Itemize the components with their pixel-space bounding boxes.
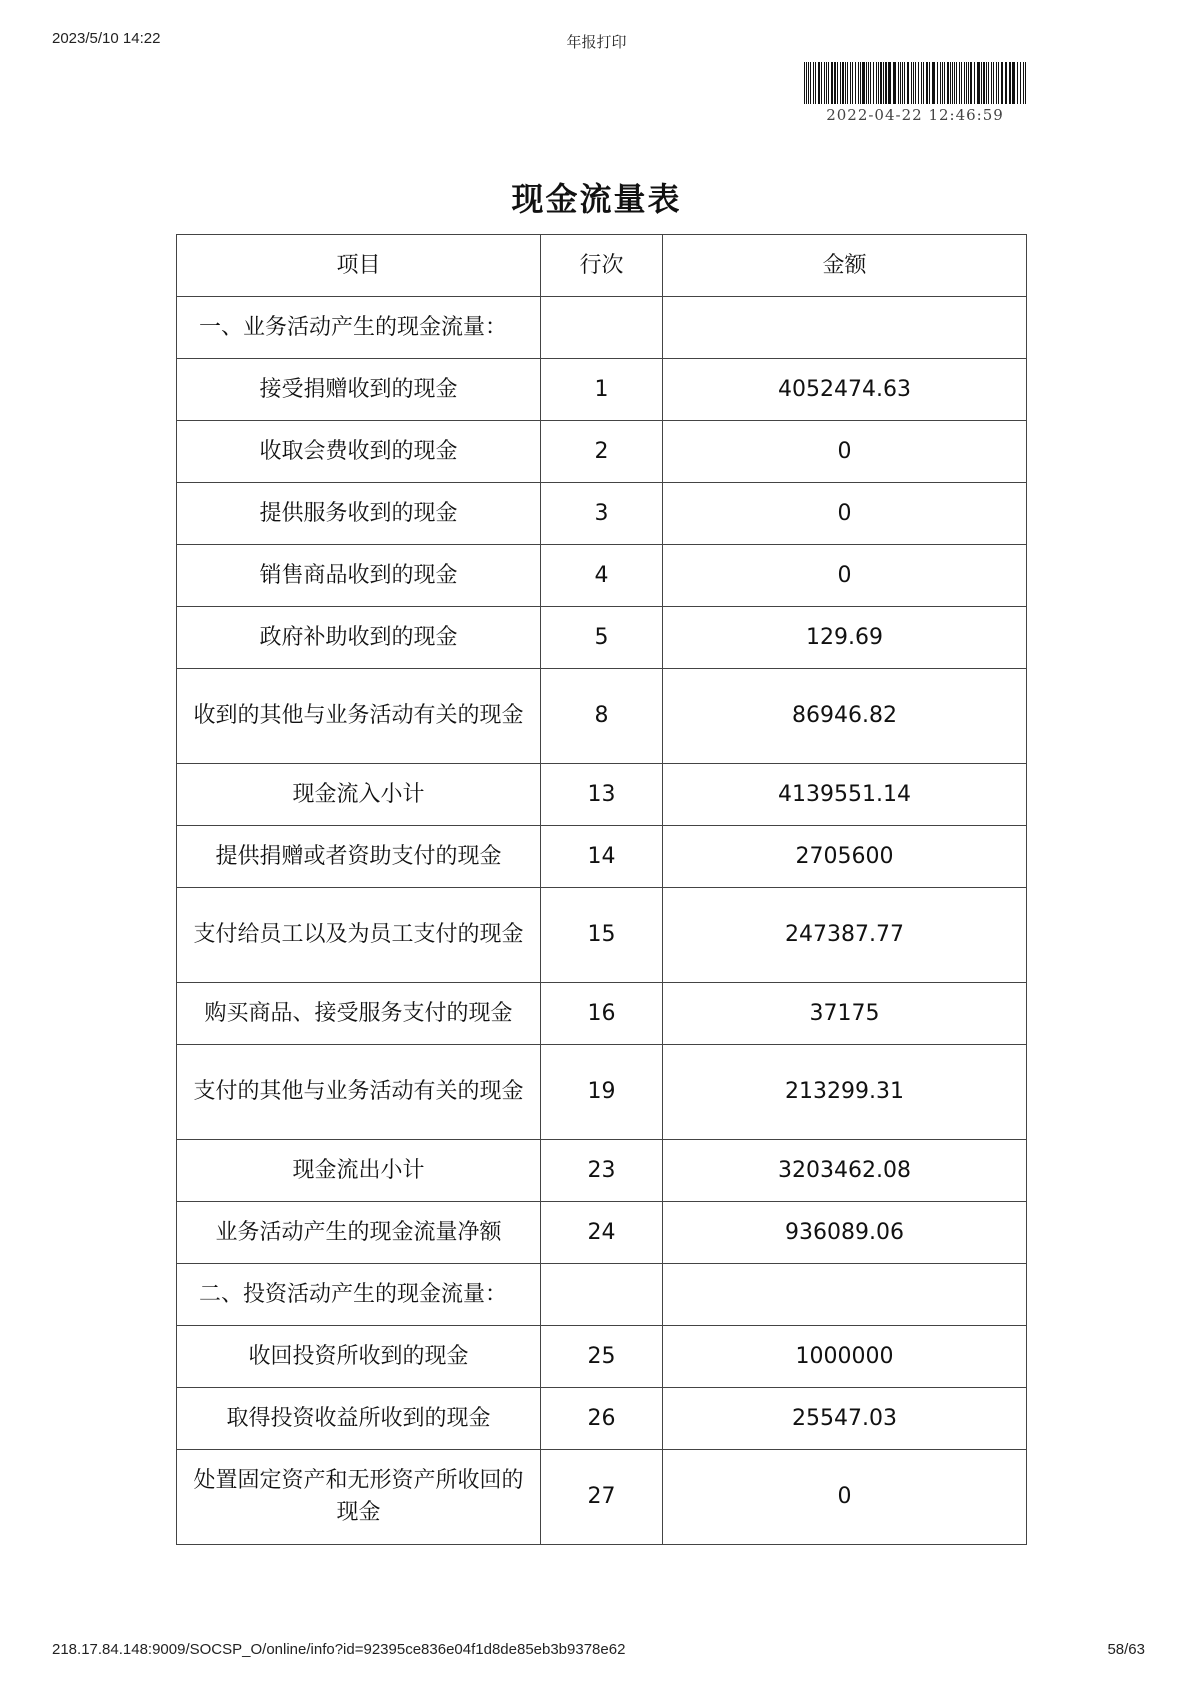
row-amount: 37175 [663, 983, 1027, 1045]
row-amount: 1000000 [663, 1326, 1027, 1388]
row-item: 现金流入小计 [177, 764, 541, 826]
row-line: 2 [541, 421, 663, 483]
row-item: 接受捐赠收到的现金 [177, 359, 541, 421]
row-line: 25 [541, 1326, 663, 1388]
row-amount: 4139551.14 [663, 764, 1027, 826]
table-row [177, 1264, 1027, 1326]
table-row [177, 421, 1027, 483]
row-item: 提供捐赠或者资助支付的现金 [177, 826, 541, 888]
table-row [177, 297, 1027, 359]
row-amount: 4052474.63 [663, 359, 1027, 421]
row-line: 27 [541, 1450, 663, 1545]
row-item: 业务活动产生的现金流量净额 [177, 1202, 541, 1264]
row-line [541, 297, 663, 359]
row-item: 一、业务活动产生的现金流量： [177, 297, 541, 359]
table-row [177, 1450, 1027, 1545]
row-line: 19 [541, 1045, 663, 1140]
row-item: 二、投资活动产生的现金流量： [177, 1264, 541, 1326]
table-row [177, 607, 1027, 669]
row-amount: 0 [663, 545, 1027, 607]
table-row [177, 1202, 1027, 1264]
row-line: 14 [541, 826, 663, 888]
page-number: 58/63 [1107, 1641, 1145, 1658]
row-line: 1 [541, 359, 663, 421]
table-header-row [177, 235, 1027, 297]
table-row [177, 359, 1027, 421]
row-item: 政府补助收到的现金 [177, 607, 541, 669]
table-row [177, 483, 1027, 545]
table-row [177, 826, 1027, 888]
barcode-timestamp: 2022-04-22 12:46:59 [826, 106, 1004, 124]
row-amount: 936089.06 [663, 1202, 1027, 1264]
row-amount [663, 1264, 1027, 1326]
header-amount: 金额 [663, 235, 1027, 297]
header-item: 项目 [177, 235, 541, 297]
row-amount: 213299.31 [663, 1045, 1027, 1140]
table-row [177, 669, 1027, 764]
row-item: 支付给员工以及为员工支付的现金 [177, 888, 541, 983]
row-amount: 3203462.08 [663, 1140, 1027, 1202]
row-line: 5 [541, 607, 663, 669]
row-line: 23 [541, 1140, 663, 1202]
table-row [177, 888, 1027, 983]
row-line: 8 [541, 669, 663, 764]
row-item: 收取会费收到的现金 [177, 421, 541, 483]
row-item: 收到的其他与业务活动有关的现金 [177, 669, 541, 764]
row-item: 处置固定资产和无形资产所收回的现金 [177, 1450, 541, 1545]
row-amount: 2705600 [663, 826, 1027, 888]
row-item: 提供服务收到的现金 [177, 483, 541, 545]
row-line: 24 [541, 1202, 663, 1264]
row-amount: 247387.77 [663, 888, 1027, 983]
row-line: 15 [541, 888, 663, 983]
row-line: 4 [541, 545, 663, 607]
row-amount: 0 [663, 1450, 1027, 1545]
table-row [177, 1140, 1027, 1202]
print-datetime: 2023/5/10 14:22 [52, 30, 161, 47]
row-item: 支付的其他与业务活动有关的现金 [177, 1045, 541, 1140]
row-amount: 25547.03 [663, 1388, 1027, 1450]
header-line: 行次 [541, 235, 663, 297]
row-item: 现金流出小计 [177, 1140, 541, 1202]
page-url: 218.17.84.148:9009/SOCSP_O/online/info?id=92395ce836e04f1d8de85eb3b9378e62 [52, 1641, 626, 1658]
table-row [177, 545, 1027, 607]
row-line: 13 [541, 764, 663, 826]
row-line [541, 1264, 663, 1326]
row-line: 16 [541, 983, 663, 1045]
row-item: 销售商品收到的现金 [177, 545, 541, 607]
row-amount: 129.69 [663, 607, 1027, 669]
row-item: 取得投资收益所收到的现金 [177, 1388, 541, 1450]
row-line: 3 [541, 483, 663, 545]
row-item: 购买商品、接受服务支付的现金 [177, 983, 541, 1045]
row-item: 收回投资所收到的现金 [177, 1326, 541, 1388]
table-row [177, 764, 1027, 826]
document-title: 现金流量表 [511, 180, 682, 218]
table-row [177, 983, 1027, 1045]
table-row [177, 1326, 1027, 1388]
row-line: 26 [541, 1388, 663, 1450]
print-page-title: 年报打印 [566, 34, 627, 51]
cash-flow-table [176, 234, 1027, 1545]
row-amount: 0 [663, 483, 1027, 545]
row-amount: 0 [663, 421, 1027, 483]
barcode-icon [804, 62, 1026, 104]
table-row [177, 1388, 1027, 1450]
row-amount [663, 297, 1027, 359]
row-amount: 86946.82 [663, 669, 1027, 764]
table-row [177, 1045, 1027, 1140]
